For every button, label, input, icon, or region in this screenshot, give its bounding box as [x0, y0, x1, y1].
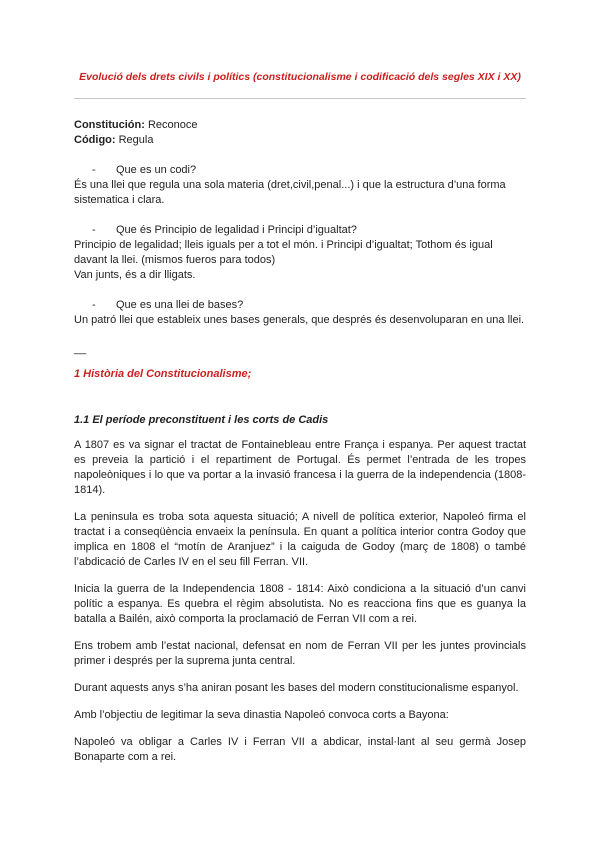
paragraph: Napoleó va obligar a Carles IV i Ferran VII a abdicar, instal·lant al seu germà Josep Bonaparte com a rei. — [74, 736, 526, 763]
bullet-dash: - — [92, 224, 96, 236]
answer-2: Principio de legalidad; lleis iguals per a tot el món. i Principi d’igualtat; Tothom és igual davant la llei. (mismos fueros para todos) — [74, 239, 493, 266]
definition-term: Código: — [74, 134, 116, 146]
paragraph: Inicia la guerra de la Independencia 1808 - 1814: Això condiciona a la situació d’un canvi polític a espanya. Es quebra el règim absolutista. No es reacciona fins que es guanya la batalla a Bailén, això comporta la proclamació de Ferran VII com a rei. — [74, 583, 526, 625]
question-text: Que es un codi? — [116, 164, 197, 176]
paragraph: Amb l’objectiu de legitimar la seva dinastia Napoleó convoca corts a Bayona: — [74, 709, 449, 721]
subsection-heading: 1.1 El període preconstituent i les corts de Cadis — [74, 414, 329, 426]
answer-1: És una llei que regula una sola materia (dret,civil,penal...) i que la estructura d’una forma sistematica i clara. — [74, 179, 506, 206]
definition-constitucion — [74, 118, 526, 133]
answer-2b: Van junts, és a dir lligats. — [74, 269, 196, 281]
definition-value: Regula — [115, 134, 154, 146]
separator: __ — [74, 343, 87, 355]
title-divider — [74, 98, 526, 99]
paragraph: La peninsula es troba sota aquesta situació; A nivell de política exterior, Napoleó firma el tractat i a conseqüència envaeix la península. En quant a política interior contra Godoy que implica en 1808 el “motín de Aranjuez” i la caiguda de Godoy (març de 1808) o també l’abdicació de Carles IV en el seu fill Ferran. VII. — [74, 511, 526, 568]
question-text: Que és Principio de legalidad i Principi d’igualtat? — [116, 224, 357, 236]
section-heading: 1 Història del Constitucionalisme; — [74, 368, 252, 380]
bullet-dash: - — [92, 299, 96, 311]
definition-codigo — [74, 133, 526, 148]
document-title: Evolució dels drets civils i polítics (constitucionalisme i codificació dels segles XIX i XX) — [79, 71, 521, 83]
paragraph: A 1807 es va signar el tractat de Fontainebleau entre França i espanya. Per aquest tractat es preveia la partició i el repartiment de Portugal. És permet l’entrada de les tropes napoleòniques i lo que va portar a la invasió francesa i la guerra de la independencia (1808-1814). — [74, 439, 526, 496]
definition-term: Constitución: — [74, 119, 145, 131]
document-body — [74, 118, 526, 765]
paragraph: Durant aquests anys s’ha aniran posant les bases del modern constitucionalisme espanyol. — [74, 682, 519, 694]
answer-3: Un patró llei que estableix unes bases generals, que després és desenvoluparan en una llei. — [74, 314, 525, 326]
bullet-dash: - — [92, 164, 96, 176]
question-text: Que es una llei de bases? — [116, 299, 244, 311]
question-2 — [74, 223, 526, 238]
question-1 — [74, 163, 526, 178]
paragraph: Ens trobem amb l’estat nacional, defensat en nom de Ferran VII per les juntes provincials primer i després per la suprema junta central. — [74, 640, 526, 667]
question-3 — [74, 298, 526, 313]
definition-value: Reconoce — [144, 119, 198, 131]
